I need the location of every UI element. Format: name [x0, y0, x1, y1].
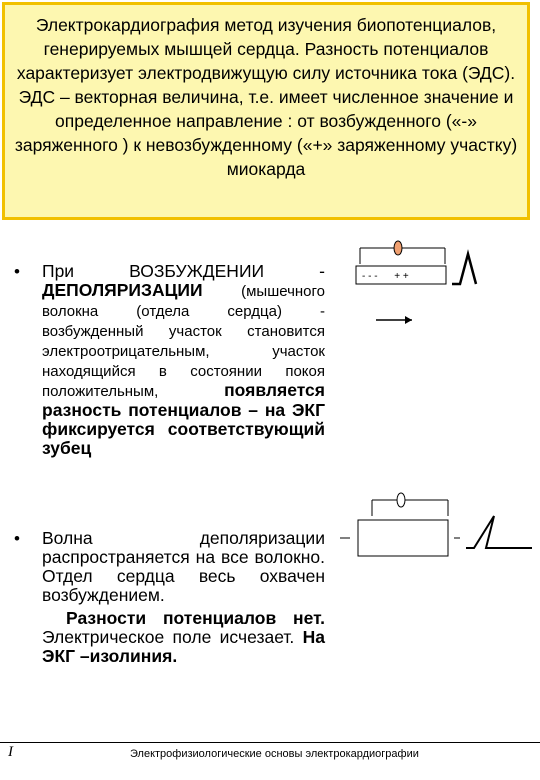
text-part: (мышечного волокна (отдела сердца) - возбужденный участок становится электроотрицательным, участок находящийся в состоянии: [42, 283, 325, 380]
no-difference-note: [42, 609, 325, 666]
field-disappears: Электрическое поле исчезает.: [42, 627, 303, 647]
no-difference-bold: Разности потенциалов нет.: [66, 608, 325, 628]
potential-difference-note: появляется разность потенциалов – на ЭКГ фиксируется соответствующий зубец: [42, 380, 325, 458]
definition-paragraph-1: Электрокардиография метод изучения биопотенциалов, генерируемых мышцей сердца. Разность потенциалов характеризует электродвижущую силу источника тока (ЭДС).: [16, 15, 516, 83]
definition-paragraph-2: ЭДС – векторная величина, т.е. имеет численное значение и определенное направление : от возбужденного («-» заряженного ) к невозбужденному («+» заряженному участку) миокарда: [14, 87, 518, 179]
depolarization-text: [42, 262, 325, 458]
bullet-marker: •: [14, 262, 20, 281]
galvanometer-icon: [397, 493, 405, 507]
fiber-diagram-depolarizing: [350, 236, 530, 336]
footer-divider: [0, 742, 540, 743]
wave-description: Волна деполяризации распространяется на все волокно. Отдел сердца весь охвачен возбуждением.: [42, 528, 325, 605]
fiber-diagram-depolarized: [336, 492, 536, 572]
isoline-note: На ЭКГ –изолиния.: [42, 627, 325, 666]
depolarization-term: ДЕПОЛЯРИЗАЦИИ: [42, 280, 203, 300]
text-part: При ВОЗБУЖДЕНИИ -: [42, 261, 325, 281]
galvanometer-icon: [394, 241, 402, 255]
text-part: покоя положительным,: [42, 363, 325, 400]
footer-title: Электрофизиологические основы электрокардиографии: [130, 748, 419, 760]
definition-box: [2, 2, 530, 220]
bullet-marker: •: [14, 529, 20, 548]
page-number: I: [8, 744, 13, 760]
wave-text: [42, 529, 325, 666]
muscle-fiber: [358, 520, 448, 556]
ecg-spike-icon: [452, 254, 476, 284]
charge-signs: - - - + +: [362, 271, 409, 282]
ecg-isoline-icon: [466, 516, 532, 548]
